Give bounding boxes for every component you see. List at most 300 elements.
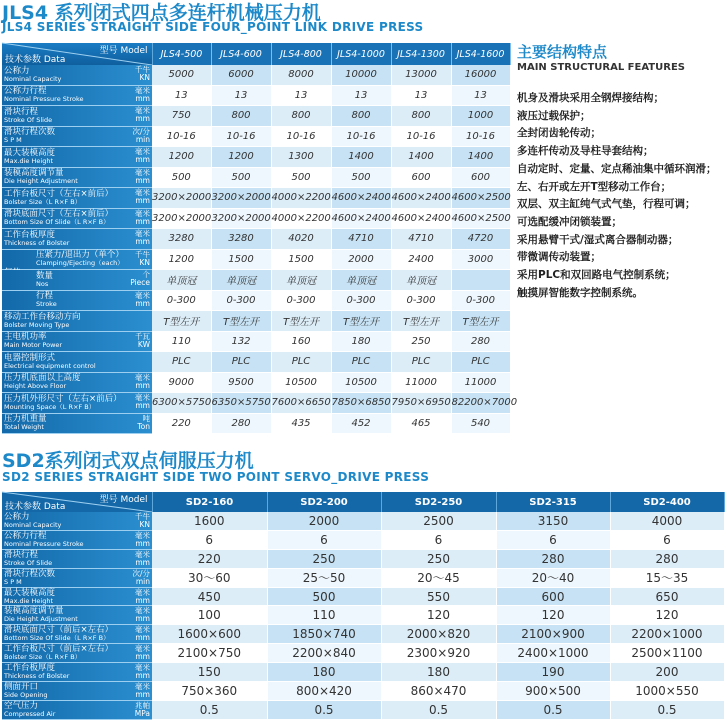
table-cell: 1000: [451, 106, 510, 127]
param-unit: [135, 626, 150, 642]
table-cell: 13: [152, 85, 211, 106]
table-row: [2, 147, 510, 168]
table-cell: 3200×2000: [152, 188, 211, 209]
param-label-cell: [2, 393, 152, 414]
table-cell: 160: [271, 331, 331, 352]
param-name-en: Electrical equipment control: [4, 361, 96, 370]
table-cell: 1850×740: [267, 625, 381, 644]
param-name-cn: 工作台板尺寸（左右×前后）: [4, 188, 114, 199]
table-cell: 9000: [152, 372, 211, 393]
table-row: [2, 85, 510, 106]
param-name-cn: 装模高度调节量: [4, 606, 64, 617]
table-cell: 800: [391, 106, 451, 127]
param-label-cell: [2, 587, 152, 606]
param-label-cell: [2, 625, 152, 644]
table-cell: 1200: [211, 147, 271, 168]
table-cell: 6: [267, 530, 381, 549]
table-cell: T型左开: [331, 311, 391, 332]
param-unit: [135, 374, 150, 390]
unit-en: MPa: [134, 708, 150, 718]
table-cell: 280: [496, 549, 610, 568]
param-name-cn: 电器控制形式: [4, 352, 56, 363]
table-row: [2, 644, 724, 663]
table-cell: 6: [152, 530, 267, 549]
unit-cn: 毫米: [135, 106, 150, 115]
param-name-en: S P M: [4, 136, 22, 145]
table-row: [2, 393, 510, 414]
table-row: [2, 352, 510, 373]
table-row: [2, 249, 510, 270]
unit-cn: 毫米: [135, 682, 150, 692]
table-cell: 4710: [331, 229, 391, 250]
table-cell: 1600: [152, 512, 267, 530]
table-cell: 3150: [496, 512, 610, 530]
param-name-en: Die Height Adjustment: [4, 615, 78, 624]
param-label-cell: [2, 290, 152, 311]
table-cell: 2500×1100: [610, 644, 724, 663]
features-list: [517, 90, 717, 302]
param-name-en: Bottom Size Of Slide（L R×F B）: [4, 634, 110, 643]
param-unit: [135, 551, 150, 567]
table-row: [2, 512, 724, 530]
param-unit: [135, 230, 150, 246]
header-param-label: 技术参数 Data: [5, 502, 66, 512]
table-cell: 860×470: [381, 682, 496, 701]
table-cell: 13: [451, 85, 510, 106]
section1-title: JLS4 系列闭式四点多连杆机械压力机: [2, 2, 321, 24]
table-cell: 120: [610, 606, 724, 625]
param-unit: [135, 589, 150, 605]
unit-en: mm: [135, 557, 150, 567]
table-cell: 500: [152, 167, 211, 188]
table-cell: 500: [271, 167, 331, 188]
table-cell: 10500: [331, 372, 391, 393]
param-unit: [135, 645, 150, 661]
param-name-en: Thickness of Bolster: [4, 238, 70, 247]
param-label-cell: [2, 85, 152, 106]
table-cell: 2200×840: [267, 644, 381, 663]
table-cell: 452: [331, 413, 391, 434]
section2-title: SD2系列闭式双点伺服压力机: [2, 450, 254, 472]
table-cell: 10-16: [331, 126, 391, 147]
table-cell: PLC: [391, 352, 451, 373]
table-cell: 500: [211, 167, 271, 188]
table-cell: 180: [331, 331, 391, 352]
model-header: SD2-160: [152, 492, 267, 512]
table-cell: 0-300: [451, 290, 510, 311]
table-row: [2, 167, 510, 188]
table-cell: 4000: [610, 512, 724, 530]
unit-cn: 千牛: [135, 512, 150, 521]
unit-en: mm: [135, 633, 150, 643]
header-model-label: 型号 Model: [99, 495, 148, 505]
table-cell: 250: [381, 549, 496, 568]
table-cell: 0.5: [267, 700, 381, 719]
model-header: JLS4-1000: [331, 43, 391, 65]
unit-en: Ton: [137, 421, 150, 431]
table-cell: 3000: [451, 249, 510, 270]
param-label-cell: [2, 682, 152, 701]
param-unit: [132, 570, 150, 586]
table-cell: 280: [211, 413, 271, 434]
param-unit: [135, 251, 150, 267]
table-cell: 800×420: [267, 682, 381, 701]
table-cell: 5000: [152, 65, 211, 85]
param-unit: [135, 87, 150, 103]
param-unit: [135, 683, 150, 699]
table-cell: 3280: [211, 229, 271, 250]
param-label-cell: [2, 700, 152, 719]
table-cell: 220: [152, 549, 267, 568]
table-cell: 1400: [451, 147, 510, 168]
unit-cn: 毫米: [135, 229, 150, 238]
table-row: [2, 208, 510, 229]
table-cell: 600: [391, 167, 451, 188]
param-name-en: Die Height Adjustment: [4, 177, 78, 186]
param-label-cell: [2, 188, 152, 209]
param-label-cell: [2, 372, 152, 393]
param-name-en: Max.die Height: [4, 156, 53, 165]
param-name-cn: 压力机重量: [4, 414, 47, 425]
unit-en: min: [135, 134, 150, 144]
table-cell: 11000: [391, 372, 451, 393]
param-name-cn: 公称力: [4, 511, 30, 522]
table-row: [2, 270, 510, 291]
param-name-cn: 压紧力/退出力（单个）: [36, 250, 124, 261]
table-cell: 4600×2400: [331, 188, 391, 209]
unit-en: mm: [135, 652, 150, 662]
param-name-cn: 工作台板厚度: [4, 663, 56, 674]
param-name-en: Side Opening: [4, 690, 48, 699]
table-cell: 550: [381, 587, 496, 606]
table-cell: 800: [211, 106, 271, 127]
model-header: JLS4-500: [152, 43, 211, 65]
feature-item: 带微调传动装置；: [517, 251, 601, 264]
table-cell: 1400: [391, 147, 451, 168]
table-cell: 2000: [267, 512, 381, 530]
table-header-row: [2, 492, 724, 512]
header-corner-cell: [2, 492, 152, 512]
table-cell: 10000: [331, 65, 391, 85]
table-cell: 7850×6850: [331, 393, 391, 414]
table-cell: 2000×820: [381, 625, 496, 644]
param-name-en: Nominal Pressure Stroke: [4, 539, 84, 548]
unit-cn: 毫米: [135, 147, 150, 156]
table-cell: 180: [381, 663, 496, 682]
table-cell: 220: [152, 413, 211, 434]
param-label-cell: [2, 644, 152, 663]
table-cell: 180: [267, 663, 381, 682]
unit-en: mm: [135, 216, 150, 226]
table-row: [2, 663, 724, 682]
table-cell: 单顶冠: [331, 270, 391, 291]
table-cell: 4600×2500: [451, 208, 510, 229]
param-unit: [135, 664, 150, 680]
table-row: [2, 625, 724, 644]
param-unit: [135, 210, 150, 226]
feature-item: 采用PLC和双回路电气控制系统；: [517, 269, 676, 282]
table-cell: 20～45: [381, 568, 496, 587]
unit-cn: 毫米: [135, 208, 150, 218]
unit-cn: 毫米: [135, 188, 150, 197]
param-name-cn: 压力机底面以上高度: [4, 373, 81, 384]
table-cell: 540: [451, 413, 510, 434]
table-cell: 4600×2400: [391, 208, 451, 229]
unit-en: mm: [135, 614, 150, 624]
table-row: [2, 65, 510, 85]
unit-cn: 毫米: [135, 393, 150, 402]
param-label-cell: [2, 606, 152, 625]
unit-en: mm: [135, 671, 150, 681]
table-cell: 600: [496, 587, 610, 606]
table-cell: 10-16: [211, 126, 271, 147]
table-cell: 2400: [391, 249, 451, 270]
feature-item: 左、右开或左开T型移动工作台；: [517, 180, 672, 193]
unit-en: mm: [135, 175, 150, 185]
feature-item: 机身及滑块采用全钢焊接结构；: [517, 92, 664, 104]
param-label-cell: [2, 331, 152, 352]
feature-item: 自动定时、定量、定点稀油集中循环润滑；: [517, 162, 717, 175]
table-cell: 9500: [211, 372, 271, 393]
unit-cn: 毫米: [135, 85, 150, 95]
model-header: SD2-400: [610, 492, 724, 512]
feature-item: 液压过载保护；: [517, 109, 591, 122]
param-name-en: Bolster Moving Type: [4, 320, 70, 329]
table-cell: 450: [152, 587, 267, 606]
unit-en: min: [135, 576, 150, 586]
model-header: JLS4-800: [271, 43, 331, 65]
table-row: [2, 229, 510, 250]
unit-cn: 毫米: [135, 530, 150, 540]
table-cell: 82200×7000: [451, 393, 510, 414]
param-label-cell: [2, 208, 152, 229]
table-cell: 4720: [451, 229, 510, 250]
table-cell: 0.5: [496, 700, 610, 719]
table-cell: T型左开: [391, 311, 451, 332]
table-cell: 1500: [271, 249, 331, 270]
param-name-en: Bottom Size Of Slide（L R×F B）: [4, 218, 110, 227]
table-cell: 2100×900: [496, 625, 610, 644]
table-cell: 132: [211, 331, 271, 352]
param-name-cn: 压力机外形尺寸（左右×前后）: [4, 393, 122, 404]
unit-en: mm: [135, 93, 150, 103]
table-row: [2, 290, 510, 311]
table-row: [2, 188, 510, 209]
table-cell: 3280: [152, 229, 211, 250]
table-cell: PLC: [211, 352, 271, 373]
unit-en: mm: [135, 114, 150, 123]
param-label-cell: [2, 352, 152, 373]
features-title: 主要结构特点: [517, 43, 608, 61]
table-row: [2, 682, 724, 701]
table-cell: 10-16: [271, 126, 331, 147]
table-row: [2, 413, 510, 434]
table-cell: 0-300: [152, 290, 211, 311]
table-cell: T型左开: [271, 311, 331, 332]
unit-cn: 毫米: [135, 587, 150, 597]
table-cell: 10-16: [152, 126, 211, 147]
table-cell: 150: [152, 663, 267, 682]
header-model-label: 型号 Model: [99, 46, 148, 56]
table-cell: 1200: [152, 147, 211, 168]
unit-en: KW: [137, 339, 150, 349]
unit-en: KN: [139, 257, 150, 267]
table-cell: 4600×2400: [331, 208, 391, 229]
table-cell: 4020: [271, 229, 331, 250]
unit-cn: 毫米: [135, 663, 150, 673]
param-name-cn: 侧面开口: [4, 681, 39, 692]
unit-en: mm: [135, 595, 150, 605]
table-cell: 120: [496, 606, 610, 625]
param-unit: [135, 107, 150, 123]
section1-subtitle: JLS4 SERIES STRAIGHT SIDE FOUR_POINT LINK DRIVE PRESS: [2, 20, 424, 34]
table-cell: 4000×2200: [271, 188, 331, 209]
param-name-cn: 滑块底面尺寸（左右×前后）: [4, 209, 114, 220]
param-label-cell: [2, 311, 152, 332]
param-unit: [135, 169, 150, 185]
param-label-cell: [2, 270, 152, 291]
param-name-cn: 公称力行程: [4, 86, 47, 97]
unit-en: mm: [135, 155, 150, 164]
unit-en: mm: [135, 196, 150, 205]
unit-cn: 个: [142, 270, 150, 279]
model-header: SD2-315: [496, 492, 610, 512]
table-cell: 单顶冠: [271, 270, 331, 291]
unit-cn: 次/分: [132, 126, 150, 136]
param-unit: [135, 394, 150, 410]
table-cell: 2200×1000: [610, 625, 724, 644]
param-label-cell: [2, 229, 152, 250]
unit-en: Piece: [130, 278, 150, 287]
table-cell: 15～35: [610, 568, 724, 587]
param-name-en: Stroke Of Slide: [4, 558, 53, 567]
param-name-cn: 滑块行程: [4, 106, 39, 117]
param-unit: [137, 415, 150, 431]
param-name-en: Stroke: [36, 300, 57, 309]
unit-cn: 毫米: [135, 372, 150, 382]
unit-cn: 毫米: [135, 549, 150, 559]
model-header: SD2-250: [381, 492, 496, 512]
table-cell: T型左开: [152, 311, 211, 332]
table-row: [2, 606, 724, 625]
unit-cn: 毫米: [135, 290, 150, 300]
param-name-cn: 行程: [36, 291, 54, 302]
unit-en: mm: [135, 380, 150, 390]
table-cell: 6: [496, 530, 610, 549]
table-cell: 250: [267, 549, 381, 568]
param-name-en: Nominal Pressure Stroke: [4, 95, 84, 104]
unit-en: mm: [135, 538, 150, 548]
table-cell: 4000×2200: [271, 208, 331, 229]
model-header: JLS4-1600: [451, 43, 510, 65]
table-cell: 800: [331, 106, 391, 127]
table-row: [2, 568, 724, 587]
section2-subtitle: SD2 SERIES STRAIGHT SIDE TWO POINT SERVO_DRIVE PRESS: [2, 470, 430, 484]
param-label-cell: [2, 106, 152, 127]
table-cell: 2000: [331, 249, 391, 270]
table-cell: 10-16: [451, 126, 510, 147]
table-cell: 120: [381, 606, 496, 625]
param-unit: [135, 292, 150, 308]
table-cell: 30～60: [152, 568, 267, 587]
param-unit: [135, 607, 150, 623]
table-cell: PLC: [152, 352, 211, 373]
table-row: [2, 549, 724, 568]
param-name-en: Thickness of Bolster: [4, 672, 70, 681]
param-label-cell: [2, 249, 152, 270]
param-unit: [135, 333, 150, 349]
table-cell: 1200: [152, 249, 211, 270]
param-label-cell: [2, 126, 152, 147]
table-cell: 6350×5750: [211, 393, 271, 414]
param-label-cell: [2, 549, 152, 568]
table-cell: 3200×2000: [211, 208, 271, 229]
param-unit: [135, 148, 150, 164]
param-name-en: Mounting Space（L R×F B）: [4, 402, 96, 411]
table-cell: 750×360: [152, 682, 267, 701]
table-cell: 100: [152, 606, 267, 625]
param-name-en: S P M: [4, 577, 22, 586]
param-name-cn: 公称力行程: [4, 530, 47, 541]
table-cell: 1500: [211, 249, 271, 270]
param-name-cn: 空气压力: [4, 700, 39, 711]
param-name-cn: 公称力: [4, 65, 30, 76]
param-label-cell: [2, 663, 152, 682]
table-row: [2, 372, 510, 393]
table-cell: 单顶冠: [391, 270, 451, 291]
unit-cn: 千牛: [135, 249, 150, 259]
param-name-cn: 滑块行程: [4, 549, 39, 560]
table-cell: 6300×5750: [152, 393, 211, 414]
unit-cn: 千瓦: [135, 331, 150, 341]
table-cell: 2100×750: [152, 644, 267, 663]
table-cell: 0.5: [610, 700, 724, 719]
table-cell: 0-300: [271, 290, 331, 311]
unit-cn: 次/分: [132, 568, 150, 578]
param-unit: [132, 128, 150, 144]
table-cell: 200: [610, 663, 724, 682]
table-cell: 900×500: [496, 682, 610, 701]
param-label-cell: [2, 568, 152, 587]
unit-en: mm: [135, 401, 150, 410]
table-cell: 650: [610, 587, 724, 606]
table-cell: 500: [331, 167, 391, 188]
param-name-en: Bolster Size（L R×F B）: [4, 197, 82, 206]
table-cell: 1300: [271, 147, 331, 168]
table-row: [2, 530, 724, 549]
table-cell: 单顶冠: [152, 270, 211, 291]
table-cell: 190: [496, 663, 610, 682]
table-cell: 750: [152, 106, 211, 127]
table-cell: 2500: [381, 512, 496, 530]
feature-item: 多连杆传动及导柱导套结构；: [517, 145, 654, 158]
table-cell: 280: [610, 549, 724, 568]
features-subtitle: MAIN STRUCTURAL FEATURES: [517, 62, 685, 73]
unit-en: mm: [135, 237, 150, 246]
table-cell: 6000: [211, 65, 271, 85]
table-cell: 4600×2400: [391, 188, 451, 209]
param-label-cell: [2, 147, 152, 168]
param-unit: [135, 66, 150, 82]
param-name-cn: 数量: [36, 270, 54, 281]
param-unit: [135, 532, 150, 548]
model-header: JLS4-600: [211, 43, 271, 65]
table-cell: 0.5: [152, 700, 267, 719]
table-cell: 2300×920: [381, 644, 496, 663]
param-name-en: Compressed Air: [4, 709, 56, 718]
unit-cn: 毫米: [135, 644, 150, 654]
table-cell: 13: [391, 85, 451, 106]
